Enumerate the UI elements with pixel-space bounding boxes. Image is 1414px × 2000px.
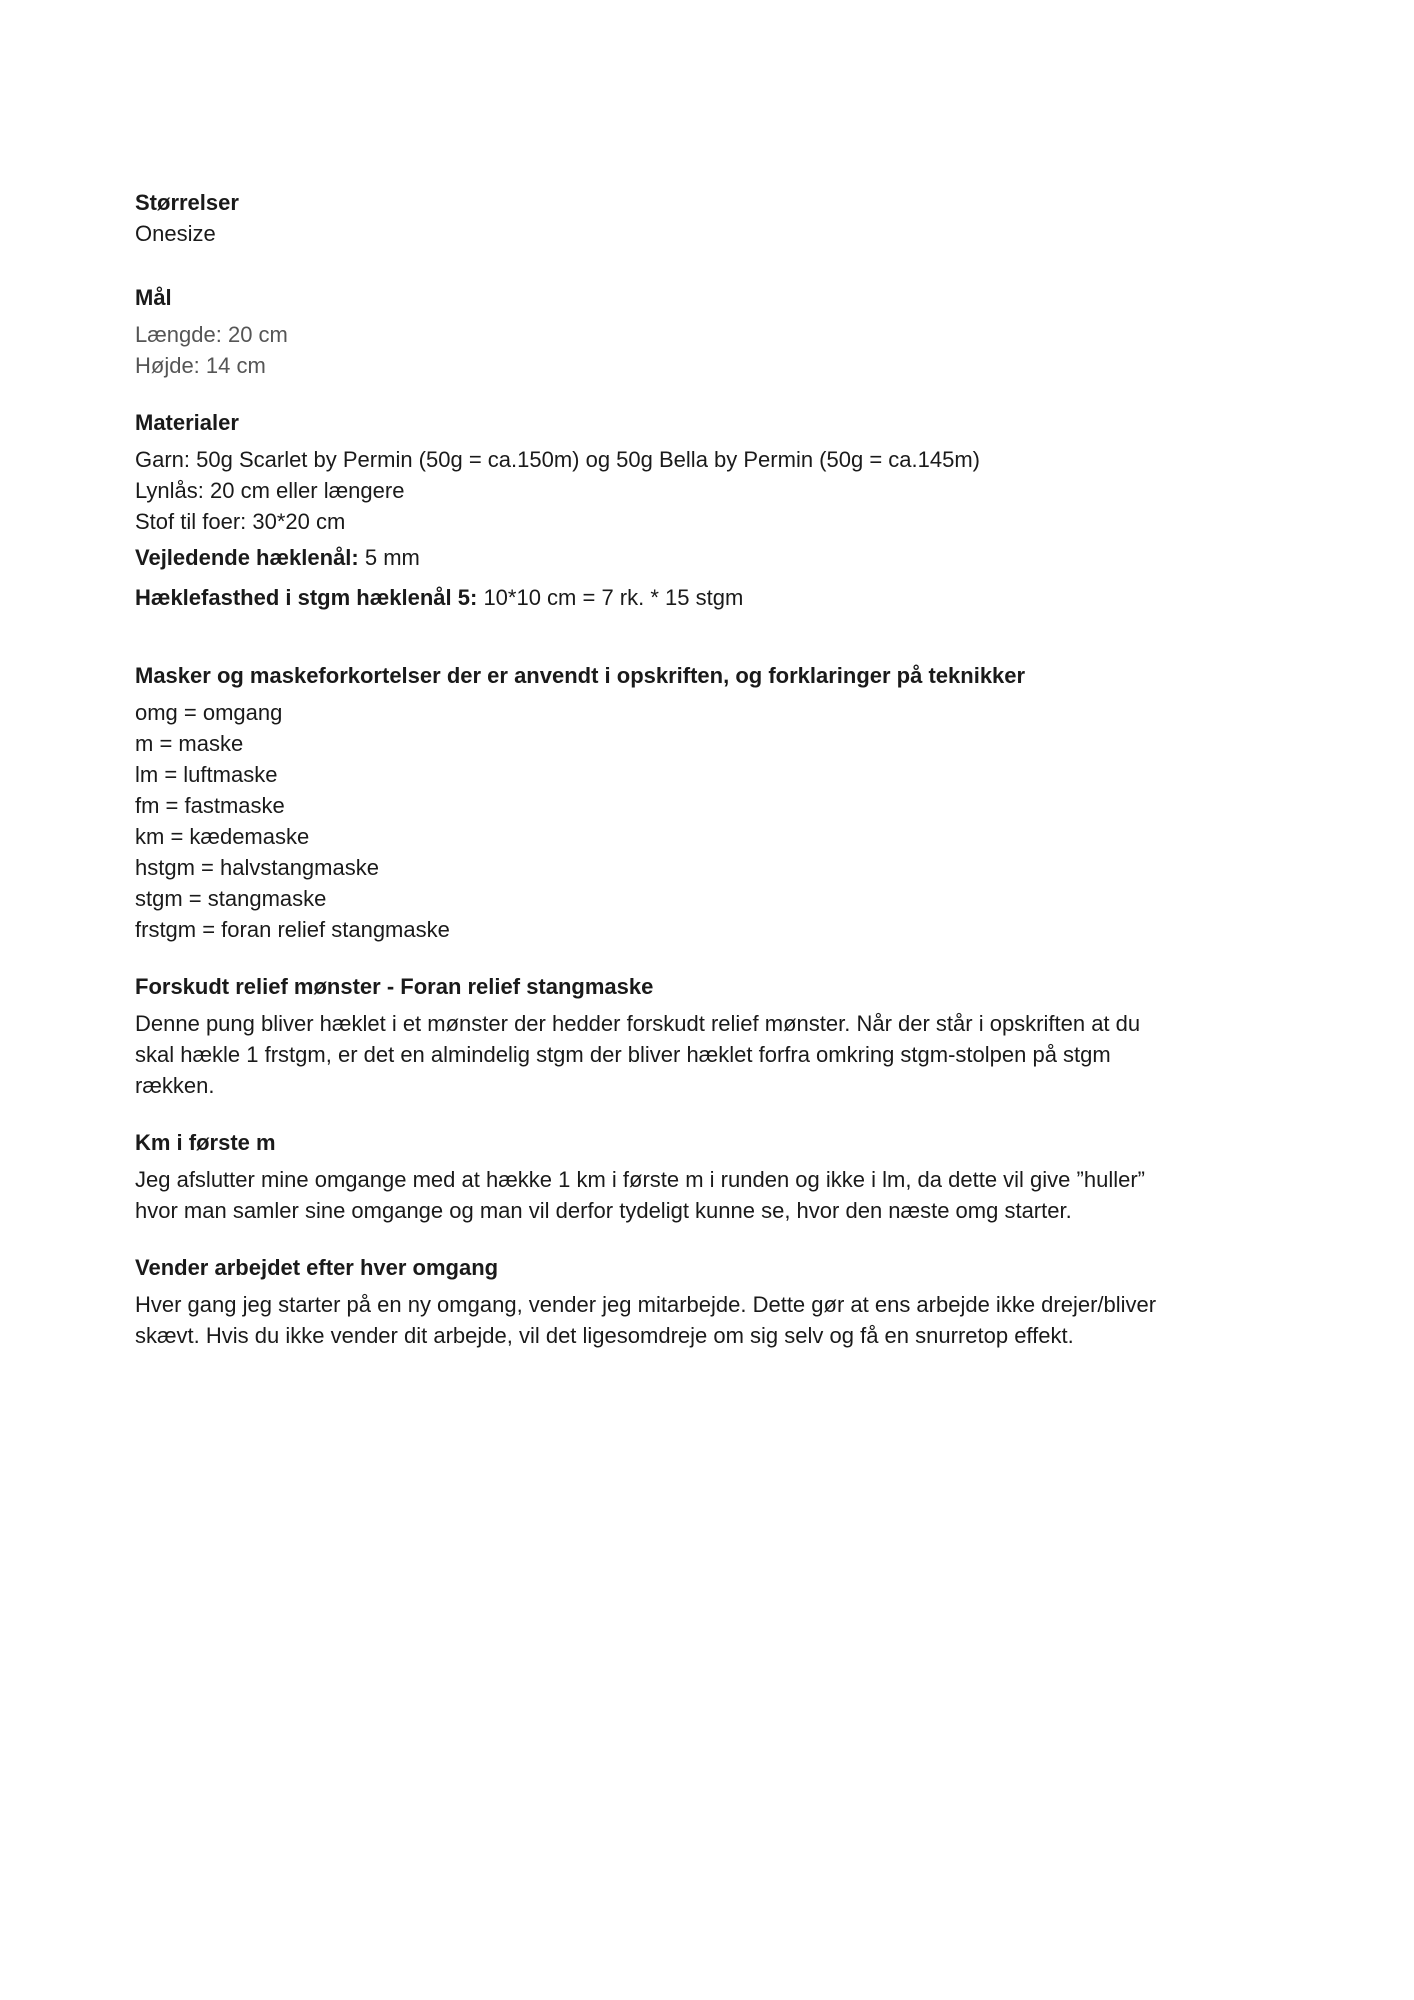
gauge-label: Hæklefasthed i stgm hæklenål 5: <box>135 585 478 610</box>
sizes-value: Onesize <box>135 221 216 246</box>
abbreviation-item: frstgm = foran relief stangmaske <box>135 917 450 942</box>
relief-text-line: rækken. <box>135 1073 215 1098</box>
sizes-heading: Størrelser <box>135 190 239 215</box>
section-measurements <box>135 282 1285 381</box>
abbreviation-item: fm = fastmaske <box>135 793 285 818</box>
measurement-length: Længde: 20 cm <box>135 322 288 347</box>
relief-text-line: Denne pung bliver hæklet i et mønster der hedder forskudt relief mønster. Når der står i opskriften at du <box>135 1011 1141 1036</box>
turn-work-heading: Vender arbejdet efter hver omgang <box>135 1255 499 1280</box>
hook-value: 5 mm <box>358 545 420 570</box>
section-abbreviations <box>135 660 1285 945</box>
materials-hook <box>135 542 1285 573</box>
km-first-text-line: Jeg afslutter mine omgange med at hække 1 km i første m i runden og ikke i lm, da dette vil give ”huller” <box>135 1167 1145 1192</box>
abbreviation-item: stgm = stangmaske <box>135 886 327 911</box>
abbreviation-item: hstgm = halvstangmaske <box>135 855 379 880</box>
section-km-first <box>135 1127 1285 1226</box>
document-page <box>135 187 1285 1351</box>
materials-gauge <box>135 582 1285 613</box>
measurements-heading: Mål <box>135 285 172 310</box>
materials-yarn: Garn: 50g Scarlet by Permin (50g = ca.150m) og 50g Bella by Permin (50g = ca.145m) <box>135 447 980 472</box>
section-sizes <box>135 187 1285 249</box>
section-materials <box>135 407 1285 613</box>
abbreviation-item: omg = omgang <box>135 700 283 725</box>
abbreviations-heading: Masker og maskeforkortelser der er anvendt i opskriften, og forklaringer på teknikker <box>135 663 1026 688</box>
abbreviation-item: m = maske <box>135 731 244 756</box>
measurement-height: Højde: 14 cm <box>135 353 266 378</box>
gauge-value: 10*10 cm = 7 rk. * 15 stgm <box>477 585 744 610</box>
hook-label: Vejledende hæklenål: <box>135 545 359 570</box>
relief-heading: Forskudt relief mønster - Foran relief stangmaske <box>135 974 654 999</box>
abbreviation-item: lm = luftmaske <box>135 762 278 787</box>
materials-lining: Stof til foer: 30*20 cm <box>135 509 346 534</box>
turn-work-text-line: Hver gang jeg starter på en ny omgang, vender jeg mitarbejde. Dette gør at ens arbejde ikke drejer/bliver <box>135 1292 1157 1317</box>
section-relief <box>135 971 1285 1101</box>
turn-work-text-line: skævt. Hvis du ikke vender dit arbejde, vil det ligesomdreje om sig selv og få en snurretop effekt. <box>135 1323 1074 1348</box>
km-first-text-line: hvor man samler sine omgange og man vil derfor tydeligt kunne se, hvor den næste omg starter. <box>135 1198 1072 1223</box>
relief-text-line: skal hækle 1 frstgm, er det en almindelig stgm der bliver hæklet forfra omkring stgm-stolpen på stgm <box>135 1042 1111 1067</box>
section-turn-work <box>135 1252 1285 1351</box>
materials-heading: Materialer <box>135 410 239 435</box>
abbreviation-item: km = kædemaske <box>135 824 310 849</box>
materials-zipper: Lynlås: 20 cm eller længere <box>135 478 405 503</box>
km-first-heading: Km i første m <box>135 1130 276 1155</box>
